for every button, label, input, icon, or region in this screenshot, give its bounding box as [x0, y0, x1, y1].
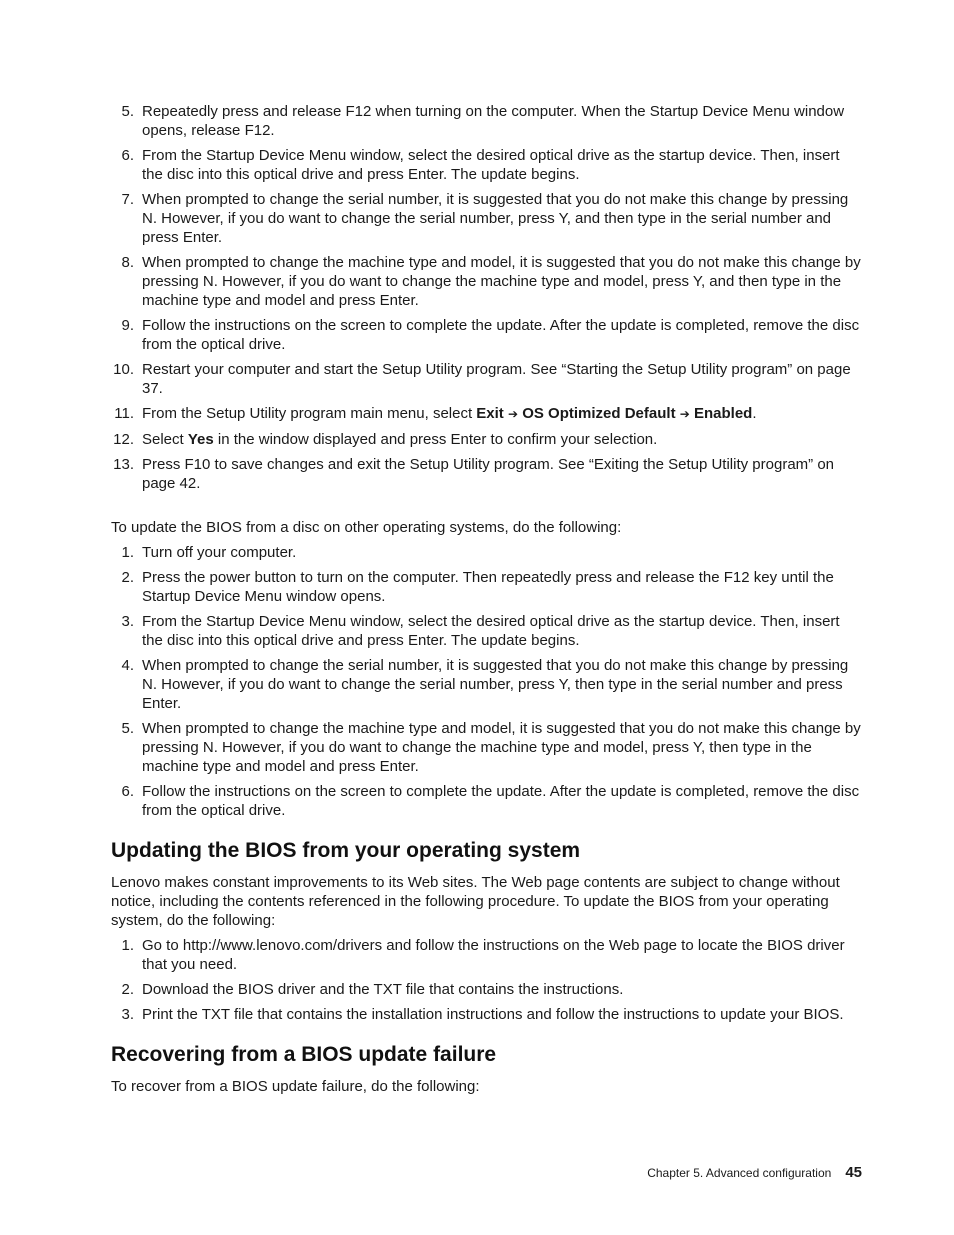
list-item: [111, 146, 863, 184]
step-text: Follow the instructions on the screen to complete the update. After the update is completed, remove the disc from the optical drive.: [142, 783, 860, 819]
page-content: [111, 102, 863, 1102]
section-heading-update-from-os: Updating the BIOS from your operating system: [111, 839, 581, 862]
list-item: [111, 430, 863, 449]
step-number: 1.: [121, 544, 134, 561]
list-item: [111, 404, 863, 424]
other-os-intro: To update the BIOS from a disc on other operating systems, do the following:: [111, 519, 622, 536]
step-text: Press the power button to turn on the computer. Then repeatedly press and release the F12 key until the Startup Device Menu window opens.: [142, 569, 834, 605]
list-item: [111, 936, 863, 974]
list-item: [111, 719, 863, 776]
step-number: 5.: [121, 720, 134, 737]
menu-path-enabled: Enabled: [693, 405, 753, 422]
step-number: 10.: [113, 361, 134, 378]
step-text: Go to http://www.lenovo.com/drivers and follow the instructions on the Web page to locate the BIOS driver that you need.: [142, 937, 845, 973]
step-text: Download the BIOS driver and the TXT file that contains the instructions.: [142, 981, 624, 998]
list-item: [111, 782, 863, 820]
option-yes: Yes: [187, 431, 214, 448]
step-text: Turn off your computer.: [142, 544, 297, 561]
step-number: 5.: [121, 103, 134, 120]
update-steps-list-continued: [111, 102, 863, 493]
step-text: Print the TXT file that contains the installation instructions and follow the instructions to update your BIOS.: [142, 1006, 844, 1023]
step-number: 3.: [121, 613, 134, 630]
step-number: 7.: [121, 191, 134, 208]
step-text: From the Startup Device Menu window, select the desired optical drive as the startup device. Then, insert the disc into this optical drive and press Enter. The update begins.: [142, 613, 840, 649]
step-text: Repeatedly press and release F12 when turning on the computer. When the Startup Device Menu window opens, release F12.: [142, 103, 845, 139]
step-text-prefix: Select: [142, 431, 188, 448]
list-item: [111, 455, 863, 493]
step-text-suffix: in the window displayed and press Enter to confirm your selection.: [213, 431, 658, 448]
update-from-os-steps-list: [111, 936, 863, 1024]
step-text: Press F10 to save changes and exit the Setup Utility program. See “Exiting the Setup Utility program” on page 42.: [142, 456, 835, 492]
menu-path-exit: Exit: [476, 405, 504, 422]
list-item: [111, 360, 863, 398]
list-item: [111, 190, 863, 247]
step-number: 2.: [121, 981, 134, 998]
page-footer: [647, 1163, 862, 1183]
section-intro-paragraph: To recover from a BIOS update failure, do the following:: [111, 1078, 480, 1095]
step-number: 11.: [114, 405, 134, 422]
step-text: When prompted to change the serial number, it is suggested that you do not make this change by pressing N. However, if you do want to change the serial number, press Y, and then type in the serial number and press Enter.: [142, 191, 849, 246]
section-intro-paragraph: Lenovo makes constant improvements to its Web sites. The Web page contents are subject to change without notice, including the contents referenced in the following procedure. To update the BIOS from your operating system, do the following:: [111, 874, 840, 929]
list-item: [111, 656, 863, 713]
step-number: 3.: [121, 1006, 134, 1023]
list-item: [111, 612, 863, 650]
step-number: 8.: [121, 254, 134, 271]
step-number: 2.: [121, 569, 134, 586]
list-item: [111, 316, 863, 354]
list-item: [111, 543, 863, 562]
page-number: 45: [845, 1164, 862, 1181]
step-number: 12.: [113, 431, 134, 448]
section-heading-recovering: Recovering from a BIOS update failure: [111, 1043, 497, 1066]
step-number: 1.: [121, 937, 134, 954]
chapter-title: Chapter 5. Advanced configuration: [647, 1166, 832, 1180]
step-text-prefix: From the Setup Utility program main menu, select: [142, 405, 477, 422]
step-text: Follow the instructions on the screen to complete the update. After the update is completed, remove the disc from the optical drive.: [142, 317, 860, 353]
step-number: 6.: [121, 783, 134, 800]
step-number: 9.: [121, 317, 134, 334]
list-item: [111, 102, 863, 140]
step-number: 6.: [121, 147, 134, 164]
list-item: [111, 1005, 863, 1024]
step-number: 4.: [121, 657, 134, 674]
list-item: [111, 253, 863, 310]
step-text: Restart your computer and start the Setup Utility program. See “Starting the Setup Utility program” on page 37.: [142, 361, 851, 397]
arrow-right-icon: ➔: [507, 407, 519, 421]
step-text: When prompted to change the machine type and model, it is suggested that you do not make this change by pressing N. However, if you do want to change the machine type and model, press Y, and then type in the machine type and model and press Enter.: [142, 254, 861, 309]
other-os-steps-list: [111, 543, 863, 820]
menu-path-os-optimized-default: OS Optimized Default: [522, 405, 676, 422]
step-number: 13.: [113, 456, 134, 473]
step-text: When prompted to change the serial number, it is suggested that you do not make this change by pressing N. However, if you do want to change the serial number, press Y, then type in the serial number and press Enter.: [142, 657, 849, 712]
list-item: [111, 980, 863, 999]
step-text: When prompted to change the machine type and model, it is suggested that you do not make this change by pressing N. However, if you do want to change the machine type and model, press Y, then type in the machine type and model and press Enter.: [142, 720, 861, 775]
arrow-right-icon: ➔: [679, 407, 690, 421]
list-item: [111, 568, 863, 606]
step-text: From the Startup Device Menu window, select the desired optical drive as the startup device. Then, insert the disc into this optical drive and press Enter. The update begins.: [142, 147, 840, 183]
step-text-suffix: .: [752, 405, 757, 422]
